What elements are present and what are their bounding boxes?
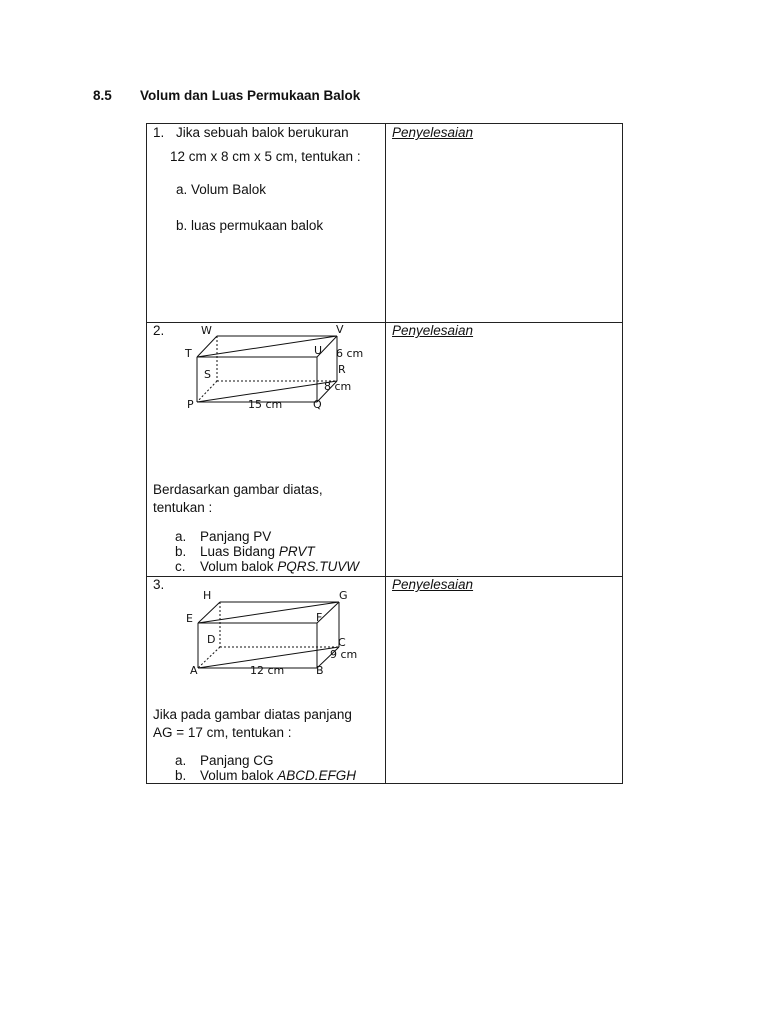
q3-solution-label: Penyelesaian (392, 577, 474, 592)
q2-item-c-marker: c. (175, 559, 186, 574)
q2-item-a: Panjang PV (200, 529, 272, 544)
q3-label-g: G (339, 589, 348, 602)
q2-label-v: V (336, 323, 344, 336)
q3-item-b: Volum balok ABCD.EFGH (200, 768, 357, 783)
q2-item-a-marker: a. (175, 529, 187, 544)
q1-line1: Jika sebuah balok berukuran (176, 125, 349, 140)
q3-label-d: D (207, 633, 216, 646)
q2-dim-depth: 8 cm (324, 380, 352, 393)
q2-solution-label: Penyelesaian (392, 323, 474, 338)
section-number: 8.5 (93, 88, 112, 103)
q3-label-b: B (316, 664, 324, 676)
q2-label-s: S (204, 368, 211, 381)
q1-item-a: a. Volum Balok (176, 182, 267, 197)
section-title: Volum dan Luas Permukaan Balok (140, 88, 361, 103)
column-divider (385, 124, 386, 783)
q1-solution-label: Penyelesaian (392, 125, 474, 140)
q2-cuboid-figure (177, 322, 377, 414)
q2-prompt-line1: Berdasarkan gambar diatas, (153, 482, 323, 497)
q3-item-a-marker: a. (175, 753, 187, 768)
q2-dim-length: 15 cm (248, 398, 283, 411)
q3-number: 3. (153, 577, 165, 592)
q3-prompt-line1: Jika pada gambar diatas panjang (153, 707, 352, 722)
q3-item-a: Panjang CG (200, 753, 274, 768)
q2-label-t: T (185, 347, 192, 360)
q2-label-w: W (201, 324, 212, 337)
q3-prompt-line2: AG = 17 cm, tentukan : (153, 725, 292, 740)
q3-label-h: H (203, 589, 212, 602)
q3-dim-depth: 9 cm (330, 648, 358, 661)
q2-dim-height: 6 cm (336, 347, 364, 360)
q2-item-c: Volum balok PQRS.TUVW (200, 559, 360, 574)
q2-item-b: Luas Bidang PRVT (200, 544, 315, 559)
q2-label-q: Q (313, 398, 322, 411)
q2-number: 2. (153, 323, 165, 338)
q3-label-a: A (190, 664, 198, 676)
q2-label-p: P (187, 398, 194, 411)
q3-label-c: C (338, 636, 346, 649)
row-divider-2 (147, 576, 622, 577)
q1-item-b: b. luas permukaan balok (176, 218, 324, 233)
q2-prompt-line2: tentukan : (153, 500, 213, 515)
q2-item-b-marker: b. (175, 544, 187, 559)
q1-number: 1. (153, 125, 165, 140)
q3-label-f: F (316, 611, 323, 624)
q3-cuboid-figure (177, 584, 377, 676)
q3-label-e: E (186, 612, 193, 625)
q3-item-b-marker: b. (175, 768, 187, 783)
q2-label-r: R (338, 363, 346, 376)
q2-label-u: U (314, 344, 323, 357)
exercise-table (146, 123, 623, 784)
q1-line2: 12 cm x 8 cm x 5 cm, tentukan : (170, 149, 361, 164)
q3-dim-length: 12 cm (250, 664, 285, 676)
